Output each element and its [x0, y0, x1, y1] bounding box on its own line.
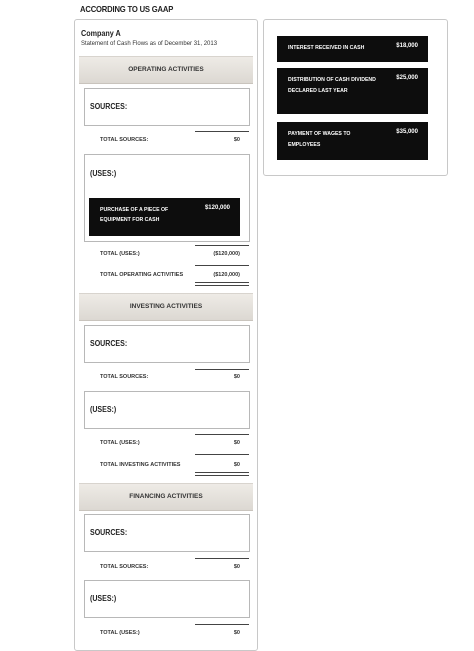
item-amount: $35,000	[396, 129, 418, 135]
investing-total-sources-row	[100, 374, 240, 384]
divider	[195, 245, 249, 246]
company-name: Company A	[81, 29, 121, 38]
total-sources-value: $0	[233, 374, 240, 380]
use-item-label: PURCHASE OF A PIECE OF EQUIPMENT FOR CASH	[100, 207, 169, 223]
financing-uses-dropzone[interactable]	[84, 580, 250, 618]
statement-subtitle: Statement of Cash Flows as of December 31, 2013	[81, 41, 218, 47]
total-investing-value: $0	[233, 462, 240, 468]
total-uses-label: TOTAL (USES:)	[100, 630, 140, 636]
uses-label: (USES:)	[90, 405, 117, 414]
uses-label: (USES:)	[90, 594, 117, 603]
investing-uses-dropzone[interactable]	[84, 391, 250, 429]
financing-total-uses-row	[100, 630, 240, 640]
total-uses-value: $0	[233, 440, 240, 446]
total-sources-label: TOTAL SOURCES:	[100, 564, 149, 570]
financing-total-sources-row	[100, 564, 240, 574]
total-sources-label: TOTAL SOURCES:	[100, 137, 149, 143]
total-operating-label: TOTAL OPERATING ACTIVITIES	[100, 272, 184, 278]
divider	[195, 369, 249, 370]
operating-total-uses-row	[100, 251, 240, 261]
divider	[195, 454, 249, 455]
double-underline	[195, 472, 249, 476]
double-underline	[195, 282, 249, 286]
financing-activities-header: FINANCING ACTIVITIES	[79, 483, 253, 511]
investing-total-uses-row	[100, 440, 240, 450]
operating-total-sources-row	[100, 137, 240, 147]
item-amount: $18,000	[396, 43, 418, 49]
item-card-dividend[interactable]	[277, 68, 428, 114]
page-title: ACCORDING TO US GAAP	[80, 4, 174, 14]
sources-label: SOURCES:	[90, 339, 128, 348]
uses-label: (USES:)	[90, 169, 117, 178]
item-label: DISTRIBUTION OF CASH DIVIDEND DECLARED LAST YEAR	[288, 77, 376, 94]
total-investing-label: TOTAL INVESTING ACTIVITIES	[100, 462, 181, 468]
operating-total-activities-row	[100, 272, 240, 282]
sources-label: SOURCES:	[90, 102, 128, 111]
transaction-items-panel	[263, 19, 448, 176]
total-uses-value: ($120,000)	[213, 251, 240, 257]
financing-sources-dropzone[interactable]	[84, 514, 250, 552]
operating-uses-dropzone[interactable]	[84, 154, 250, 242]
operating-activities-header: OPERATING ACTIVITIES	[79, 56, 253, 84]
use-item-card[interactable]	[89, 198, 240, 236]
item-card-interest[interactable]	[277, 36, 428, 62]
total-uses-label: TOTAL (USES:)	[100, 251, 140, 257]
total-sources-label: TOTAL SOURCES:	[100, 374, 149, 380]
item-amount: $25,000	[396, 75, 418, 81]
divider	[195, 624, 249, 625]
total-operating-value: ($120,000)	[213, 272, 240, 278]
item-label: INTEREST RECEIVED IN CASH	[288, 45, 365, 51]
divider	[195, 558, 249, 559]
divider	[195, 131, 249, 132]
divider	[195, 434, 249, 435]
total-sources-value: $0	[233, 137, 240, 143]
cash-flow-statement	[74, 19, 258, 651]
total-uses-value: $0	[233, 630, 240, 636]
investing-total-activities-row	[100, 462, 240, 472]
total-sources-value: $0	[233, 564, 240, 570]
investing-sources-dropzone[interactable]	[84, 325, 250, 363]
divider	[195, 265, 249, 266]
investing-activities-header: INVESTING ACTIVITIES	[79, 293, 253, 321]
operating-sources-dropzone[interactable]	[84, 88, 250, 126]
item-label: PAYMENT OF WAGES TO EMPLOYEES	[288, 131, 351, 148]
sources-label: SOURCES:	[90, 528, 128, 537]
total-uses-label: TOTAL (USES:)	[100, 440, 140, 446]
item-card-wages[interactable]	[277, 122, 428, 160]
use-item-amount: $120,000	[204, 205, 230, 211]
